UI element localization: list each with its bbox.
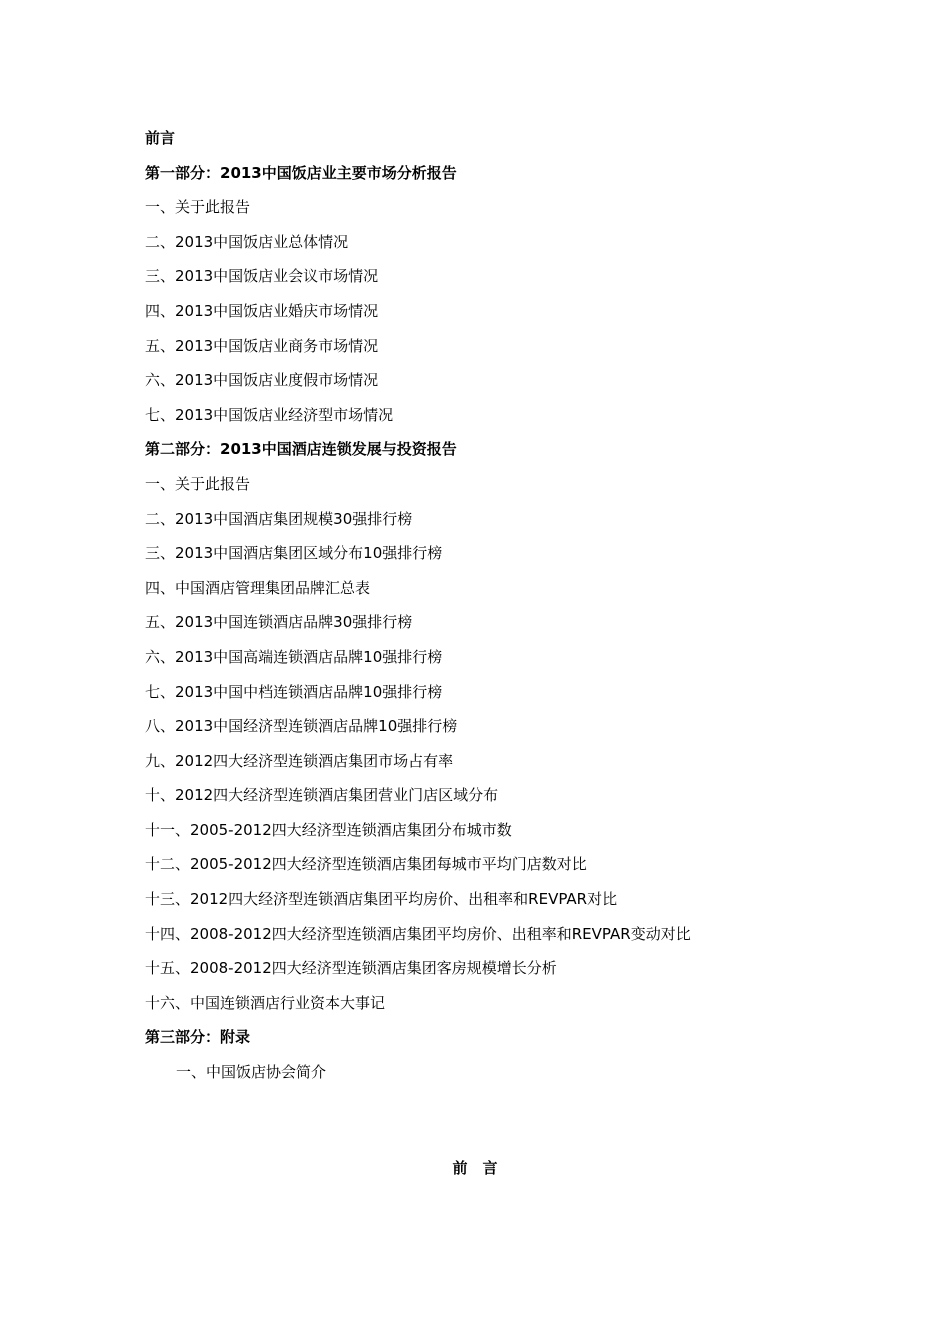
toc-item: 十五、2008-2012四大经济型连锁酒店集团客房规模增长分析 bbox=[145, 959, 557, 978]
toc-item: 十、2012四大经济型连锁酒店集团营业门店区域分布 bbox=[145, 786, 499, 805]
toc-item: 一、中国饭店协会简介 bbox=[176, 1063, 327, 1082]
toc-part2-title: 第二部分：2013中国酒店连锁发展与投资报告 bbox=[145, 440, 457, 459]
toc-item: 六、2013中国高端连锁酒店品牌10强排行榜 bbox=[145, 647, 443, 666]
toc-item: 十四、2008-2012四大经济型连锁酒店集团平均房价、出租率和REVPAR变动对比 bbox=[145, 924, 691, 943]
toc-item: 十二、2005-2012四大经济型连锁酒店集团每城市平均门店数对比 bbox=[145, 855, 587, 874]
toc-item: 九、2012四大经济型连锁酒店集团市场占有率 bbox=[145, 751, 454, 770]
toc-item: 四、2013中国饭店业婚庆市场情况 bbox=[145, 301, 379, 320]
toc-item: 五、2013中国连锁酒店品牌30强排行榜 bbox=[145, 613, 413, 632]
table-of-contents bbox=[145, 121, 905, 1090]
toc-item: 五、2013中国饭店业商务市场情况 bbox=[145, 336, 379, 355]
toc-item: 四、中国酒店管理集团品牌汇总表 bbox=[145, 578, 371, 597]
toc-part1-title: 第一部分：2013中国饭店业主要市场分析报告 bbox=[145, 163, 457, 182]
toc-preface: 前言 bbox=[145, 129, 176, 147]
toc-item: 十一、2005-2012四大经济型连锁酒店集团分布城市数 bbox=[145, 820, 512, 839]
toc-item: 六、2013中国饭店业度假市场情况 bbox=[145, 371, 379, 390]
section-title-preface: 前 言 bbox=[452, 1159, 498, 1177]
toc-item: 七、2013中国饭店业经济型市场情况 bbox=[145, 405, 394, 424]
toc-part3-title: 第三部分：附录 bbox=[145, 1028, 251, 1047]
toc-item: 一、关于此报告 bbox=[145, 474, 251, 493]
toc-item: 一、关于此报告 bbox=[145, 198, 251, 217]
toc-item: 十六、中国连锁酒店行业资本大事记 bbox=[145, 993, 386, 1012]
toc-item: 二、2013中国饭店业总体情况 bbox=[145, 232, 349, 251]
toc-item: 二、2013中国酒店集团规模30强排行榜 bbox=[145, 509, 413, 528]
toc-item: 七、2013中国中档连锁酒店品牌10强排行榜 bbox=[145, 682, 443, 701]
toc-item: 三、2013中国酒店集团区域分布10强排行榜 bbox=[145, 544, 443, 563]
toc-item: 三、2013中国饭店业会议市场情况 bbox=[145, 267, 379, 286]
toc-item: 十三、2012四大经济型连锁酒店集团平均房价、出租率和REVPAR对比 bbox=[145, 890, 618, 909]
toc-item: 八、2013中国经济型连锁酒店品牌10强排行榜 bbox=[145, 717, 458, 736]
